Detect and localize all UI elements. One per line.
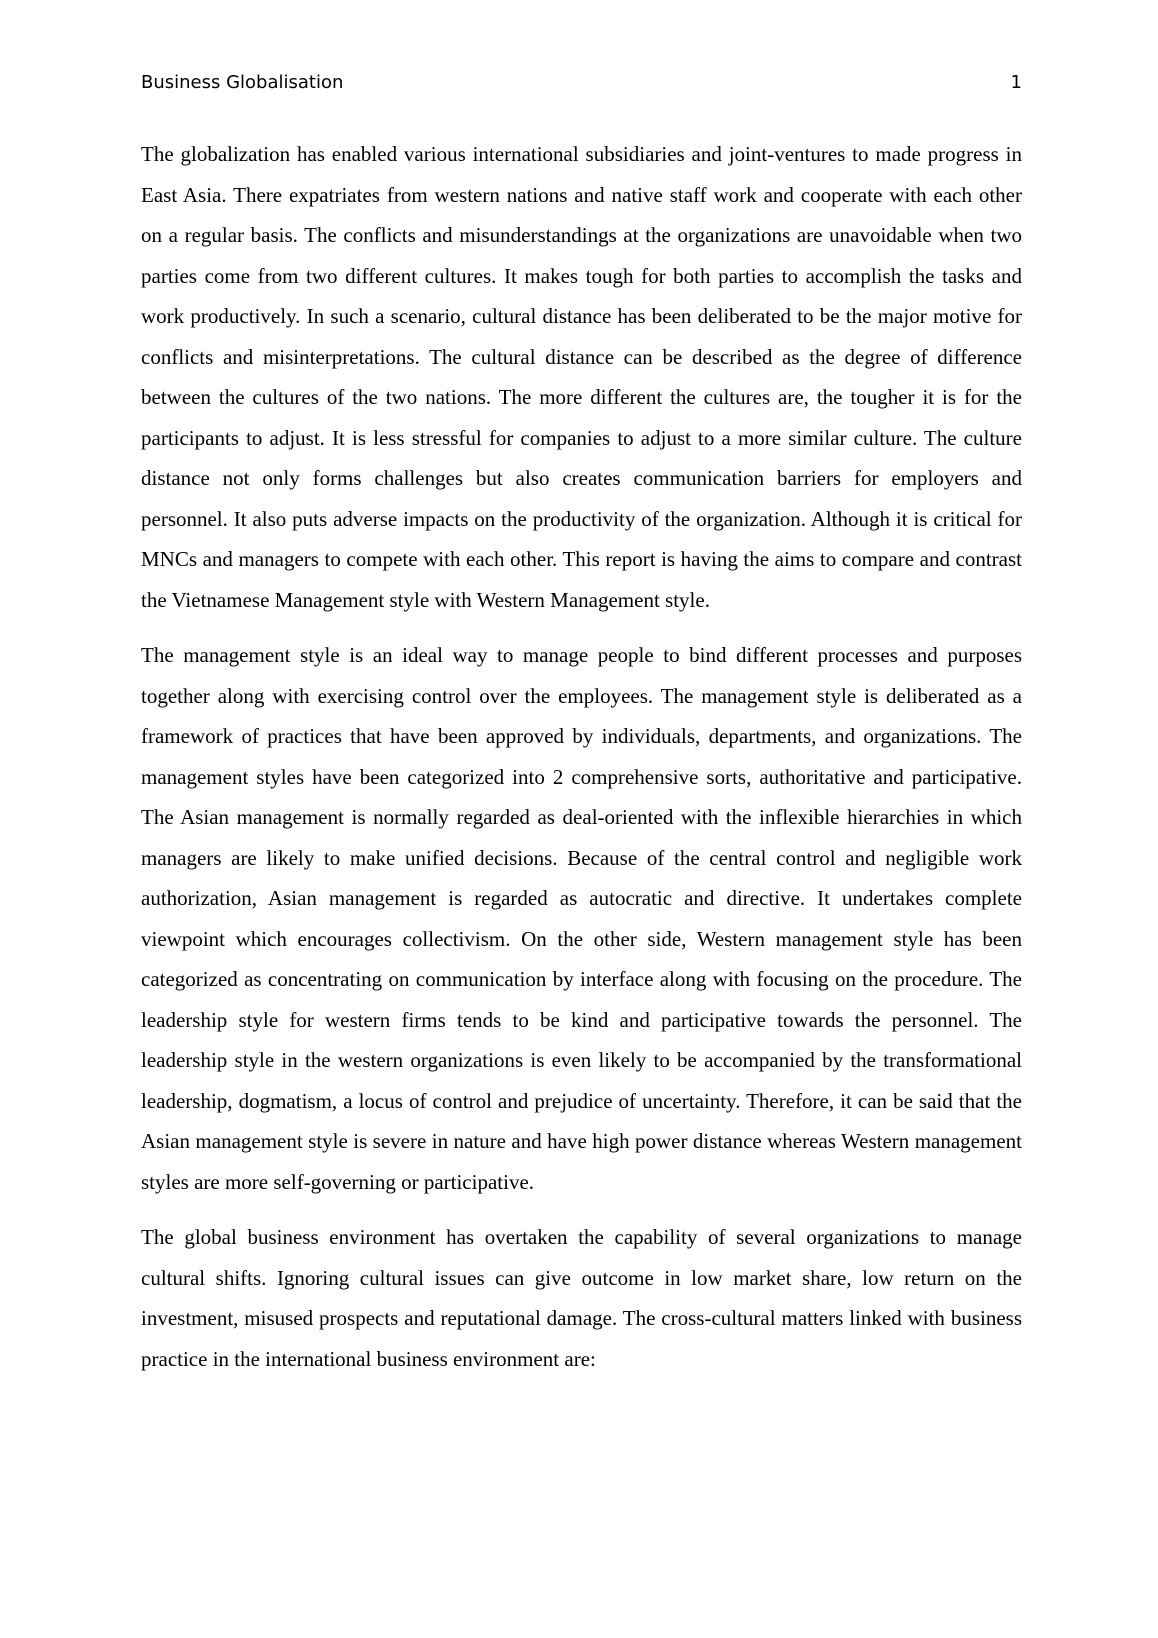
document-body (141, 134, 1022, 1379)
body-paragraph: The global business environment has overtaken the capability of several organizations to manage cultural shifts. Ignoring cultural issues can give outcome in low market share, low return on the investment, misused prospects and reputational damage. The cross-cultural matters linked with business practice in the international business environment are: (141, 1225, 1022, 1371)
body-paragraph: The management style is an ideal way to manage people to bind different processes and purposes together along with exercising control over the employees. The management style is deliberated as a framework of practices that have been approved by individuals, departments, and organizations. The management styles have been categorized into 2 comprehensive sorts, authoritative and participative. The Asian management is normally regarded as deal-oriented with the inflexible hierarchies in which managers are likely to make unified decisions. Because of the central control and negligible work authorization, Asian management is regarded as autocratic and directive. It undertakes complete viewpoint which encourages collectivism. On the other side, Western management style has been categorized as concentrating on communication by interface along with focusing on the procedure. The leadership style for western firms tends to be kind and participative towards the personnel. The leadership style in the western organizations is even likely to be accompanied by the transformational leadership, dogmatism, a locus of control and prejudice of uncertainty. Therefore, it can be said that the Asian management style is severe in nature and have high power distance whereas Western management styles are more self-governing or participative. (141, 643, 1022, 1194)
header-title: Business Globalisation (141, 72, 344, 93)
page-header (141, 68, 1022, 98)
page-number: 1 (1010, 72, 1022, 93)
body-paragraph: The globalization has enabled various international subsidiaries and joint-ventures to made progress in East Asia. There expatriates from western nations and native staff work and cooperate with each other on a regular basis. The conflicts and misunderstandings at the organizations are unavoidable when two parties come from two different cultures. It makes tough for both parties to accomplish the tasks and work productively. In such a scenario, cultural distance has been deliberated to be the major motive for conflicts and misinterpretations. The cultural distance can be described as the degree of difference between the cultures of the two nations. The more different the cultures are, the tougher it is for the participants to adjust. It is less stressful for companies to adjust to a more similar culture. The culture distance not only forms challenges but also creates communication barriers for employers and personnel. It also puts adverse impacts on the productivity of the organization. Although it is critical for MNCs and managers to compete with each other. This report is having the aims to compare and contrast the Vietnamese Management style with Western Management style. (141, 142, 1022, 612)
